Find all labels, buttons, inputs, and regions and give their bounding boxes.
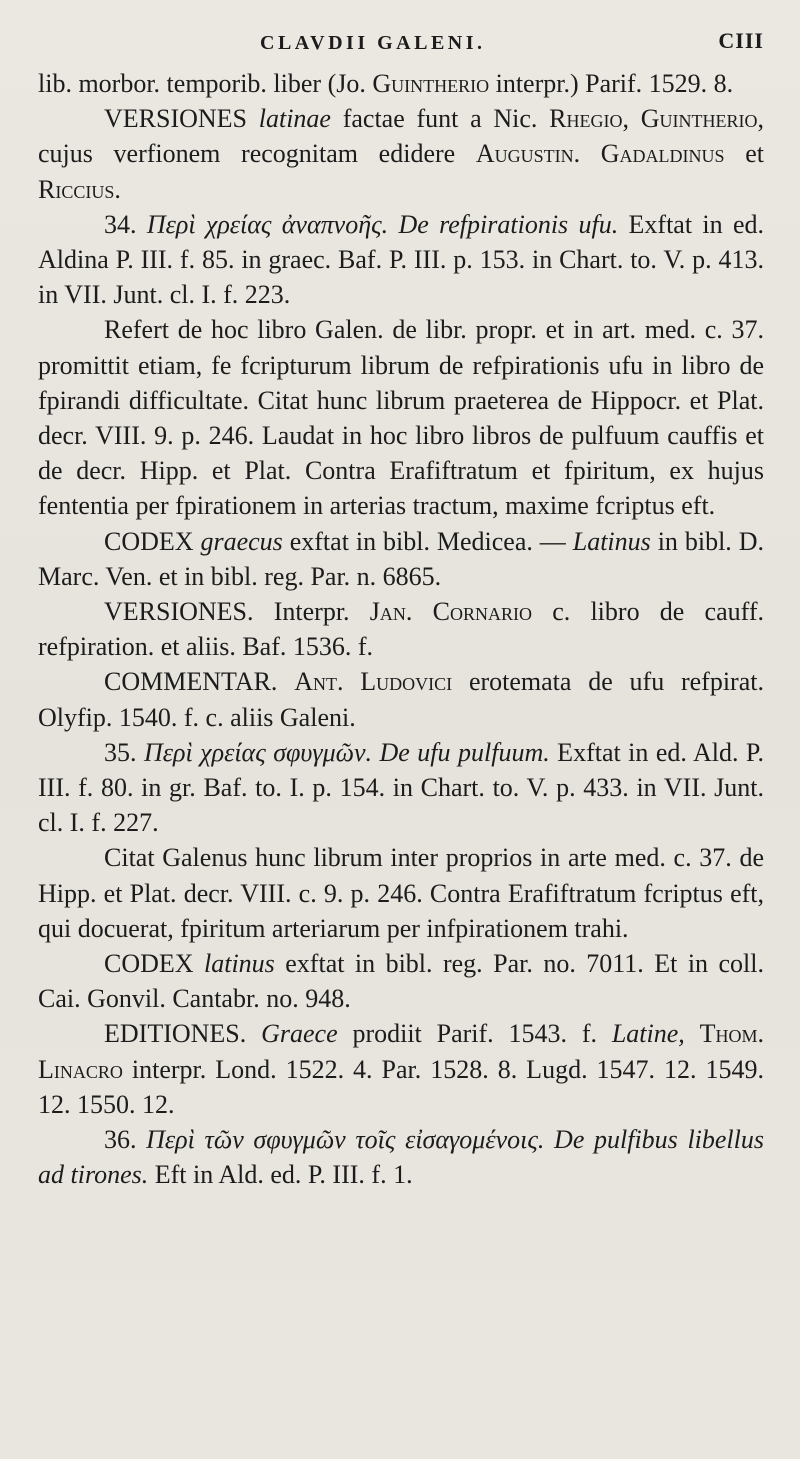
text-run: et <box>724 139 764 169</box>
italic-text: Περὶ χρείας σφυγμῶν. <box>143 737 373 767</box>
text-run: VERSIONES. Interpr. <box>104 597 370 627</box>
paragraph-p7 <box>38 664 764 734</box>
running-header <box>38 26 764 66</box>
paragraph-p4 <box>38 312 764 523</box>
running-title: CLAVDII GALENI. <box>260 32 486 54</box>
text-run <box>685 1019 700 1048</box>
italic-text: Περὶ τῶν σφυγμῶν τοῖς εἰσαγομένοις. <box>146 1125 545 1155</box>
text-run: c. libro de cauff. refpiration. et aliis. Baf. 1536. f. <box>38 597 764 662</box>
paragraph-p12 <box>38 1122 764 1192</box>
text-run: Refert de hoc libro Galen. de libr. propr. et in art. med. c. 37. promittit etiam, fe fcripturum librum de refpirationis ufu in libro de fpirandi difficultate. Citat hunc librum praeterea de Hippocr. et Plat. decr. VIII. 9. p. 246. Laudat in hoc libro libros de pulfuum cauffis et de decr. Hipp. et Plat. Contra Erafiftratum et fpiritum, ex hujus fententia per fpirationem in arterias tractum, maxime fcriptus eft. <box>38 315 764 521</box>
italic-text: graecus <box>200 526 283 556</box>
text-run: lib. morbor. temporib. liber (Jo. <box>38 69 373 98</box>
author-name: Riccius <box>38 174 115 204</box>
text-run: , <box>622 104 641 134</box>
text-run: Exftat in ed. Aldina P. III. f. 85. in graec. Baf. P. III. p. 153. in Chart. to. V. p. 413. in VII. Junt. cl. I. f. 223. <box>38 209 764 310</box>
text-run: , cujus verfionem recognitam edidere <box>38 104 764 169</box>
text-run: . <box>114 174 121 204</box>
author-name: Rhegio <box>549 104 623 134</box>
text-run: CODEX <box>104 526 201 556</box>
paragraph-p5 <box>38 524 764 594</box>
text-run <box>372 738 379 767</box>
italic-text: Latine, <box>611 1019 685 1049</box>
italic-text: De ufu pulfuum. <box>379 737 550 767</box>
author-name: Guintherio <box>640 104 758 134</box>
author-name: Guintherio <box>372 69 490 98</box>
text-run: EDITIONES. <box>104 1019 262 1049</box>
text-run: interpr. Lond. 1522. 4. Par. 1528. 8. Lugd. 1547. 12. 1549. 12. 1550. 12. <box>38 1054 764 1119</box>
author-name: Ant. Ludovici <box>294 667 453 697</box>
author-name: Augustin. Gadaldinus <box>475 139 725 169</box>
italic-text: latinus <box>204 949 275 979</box>
text-run: Citat Galenus hunc librum inter proprios in arte med. c. 37. de Hipp. et Plat. decr. VIII. c. 9. p. 246. Contra Erafiftratum fcriptus eft, qui docuerat, fpiritum arteriarum per infpirationem trahi. <box>38 843 764 943</box>
text-run: 34. <box>104 209 147 239</box>
text-run: 35. <box>104 737 144 767</box>
paragraph-p1 <box>38 66 764 101</box>
text-run: in bibl. D. Marc. Ven. et in bibl. reg. Par. n. 6865. <box>38 526 764 591</box>
text-run: Eft in Ald. ed. P. III. f. 1. <box>148 1160 413 1190</box>
text-run: interpr.) Parif. 1529. 8. <box>489 69 734 98</box>
paragraph-p2 <box>38 101 764 207</box>
text-run: prodiit Parif. 1543. f. <box>337 1019 612 1049</box>
text-run: erotemata de ufu refpirat. Olyfip. 1540. f. c. aliis Galeni. <box>38 667 764 732</box>
author-name: Jan. Cornario <box>369 597 532 627</box>
paragraph-p9 <box>38 840 764 946</box>
italic-text: De refpirationis ufu. <box>398 209 619 239</box>
page-number: CIII <box>718 28 764 53</box>
text-run: exftat in bibl. reg. Par. no. 7011. Et in coll. Cai. Gonvil. Cantabr. no. 948. <box>38 949 764 1014</box>
text-run: 36. <box>104 1125 147 1155</box>
italic-text: Latinus <box>572 526 651 556</box>
italic-text: Περὶ χρείας ἀναπνοῆς. <box>146 209 389 239</box>
italic-text: Graece <box>261 1019 338 1049</box>
text-run: Exftat in ed. Ald. P. III. f. 80. in gr. Baf. to. I. p. 154. in Chart. to. V. p. 433. in VII. Junt. cl. I. f. 227. <box>38 737 764 838</box>
text-run: exftat in bibl. Medicea. — <box>282 526 573 556</box>
text-run: CODEX <box>104 949 205 979</box>
paragraph-p11 <box>38 1016 764 1122</box>
body-text <box>38 66 764 1193</box>
text-run: factae funt a Nic. <box>330 104 550 134</box>
paragraph-p10 <box>38 946 764 1016</box>
text-run: VERSIONES <box>104 104 259 134</box>
text-run: COMMENTAR. <box>104 667 295 697</box>
italic-text: latinae <box>258 104 331 134</box>
author-name: Thom. Linacro <box>38 1019 764 1084</box>
paragraph-p3 <box>38 207 764 313</box>
text-run <box>544 1125 554 1154</box>
text-run <box>388 210 398 239</box>
italic-text: De pulfibus libellus ad tirones. <box>38 1125 765 1190</box>
paragraph-p6 <box>38 594 764 664</box>
paragraph-p8 <box>38 735 764 841</box>
